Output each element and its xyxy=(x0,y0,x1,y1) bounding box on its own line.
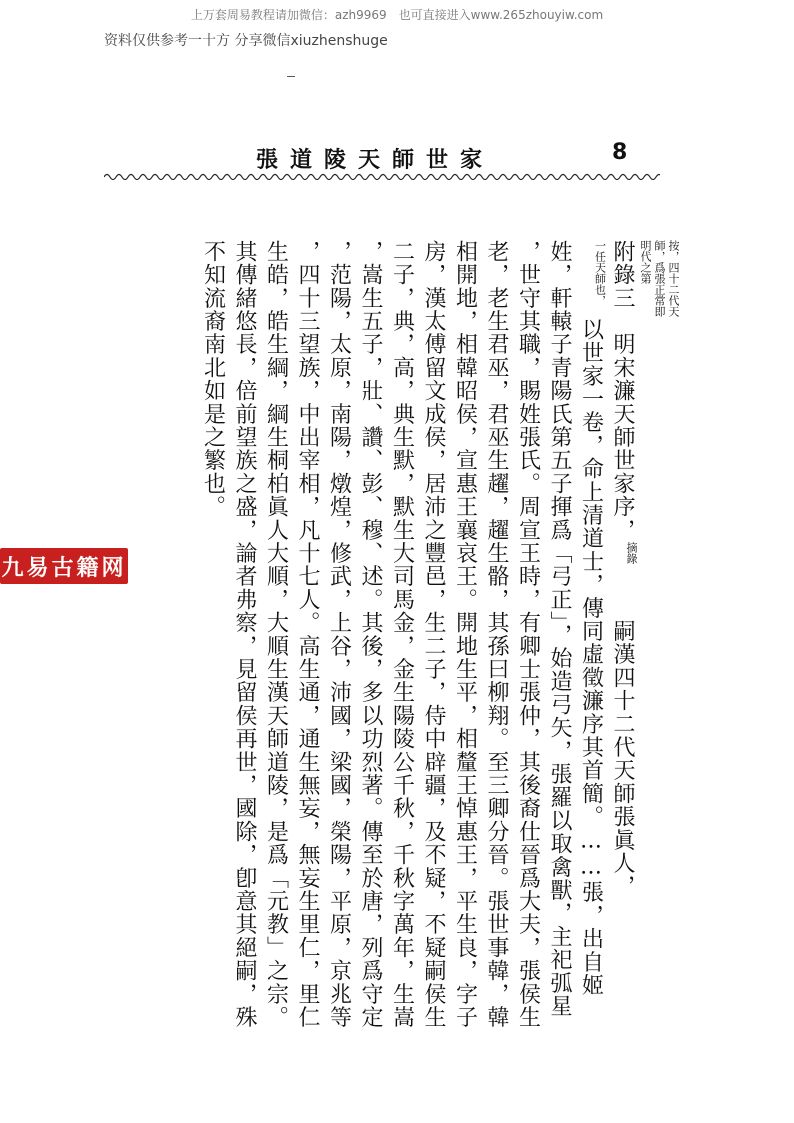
text-column: 不知流裔南北如是之繁也。 xyxy=(200,240,226,519)
watermark-top: 上万套周易教程请加微信：azh9969 也可直接进入www.265zhouyiw.com xyxy=(190,8,604,22)
text-column: 附錄三 明宋濂天師世家序，摘錄嗣漢四十二代天師張眞人， xyxy=(610,240,638,899)
text-column: ，范陽，太原，南陽，燉煌，修武，上谷，沛國，梁國，榮陽，平原，京兆等 xyxy=(326,240,352,1029)
site-logo-badge: 九易古籍网 xyxy=(0,548,128,584)
text-column: ，嵩生五子，壯、讚、彭、穆、述。其後，多以功烈著。傳至於唐，列爲守定 xyxy=(358,240,383,1029)
interlinear-note: 摘錄 xyxy=(625,541,638,564)
text-column: 老，老生君巫，君巫生趯，趯生骼，其孫曰柳翔。至三卿分晉。張世事韓，韓 xyxy=(484,240,509,1029)
text-column: ，四十三望族，中出宰相，凡十七人。高生通，通生無妄，無妄生里仁，里仁 xyxy=(295,240,320,1029)
watermark-left: 资料仅供参考一十方 分享微信xiuzhenshuge xyxy=(104,33,388,49)
vertical-text-body xyxy=(100,240,680,1060)
running-header-title: 張道陵天師世家 xyxy=(255,147,494,173)
text-column: 一任天師也，以世家一卷，命上清道士，傳同虛徵濂序其首簡。……張，出自姬 xyxy=(578,240,607,997)
page-number: 8 xyxy=(612,140,628,165)
text-column xyxy=(638,240,680,1060)
text-column: ，世守其職，賜姓張氏。周宣王時，有卿士張仲，其後裔仕晉爲大夫，張侯生 xyxy=(515,240,541,1029)
interlinear-note: 一任天師也， xyxy=(593,240,607,306)
text-column: 其傳緒悠長，倍前望族之盛，論者弗察，見留侯再世，國除，卽意其絕嗣，殊 xyxy=(232,240,257,1029)
decorative-wavy-rule xyxy=(104,170,660,184)
text-column: 姓，軒轅子青陽氏第五子揮爲「弓正」，始造弓矢，張羅以取禽獸，主祀弧星 xyxy=(547,240,572,1018)
dash-mark xyxy=(287,76,295,77)
text-column: 房，漢太傅留文成侯，居沛之豐邑，生二子，侍中辟疆，及不疑，不疑嗣侯生 xyxy=(421,240,446,1029)
text-column: 二子，典，高，典生默，默生大司馬金，金生陽陵公千秋，千秋字萬年，生嵩 xyxy=(389,240,415,1029)
interlinear-note: 按，四十二代天師，爲張正常即明代之第 xyxy=(639,240,680,317)
text-column: 生皓，皓生綱，綱生桐柏眞人大順，大順生漢天師道陵，是爲「元教」之宗。 xyxy=(263,240,289,1029)
text-column: 相開地，相韓昭侯，宣惠王襄哀王。開地生平，相釐王悼惠王，平生良，字子 xyxy=(452,240,478,1029)
